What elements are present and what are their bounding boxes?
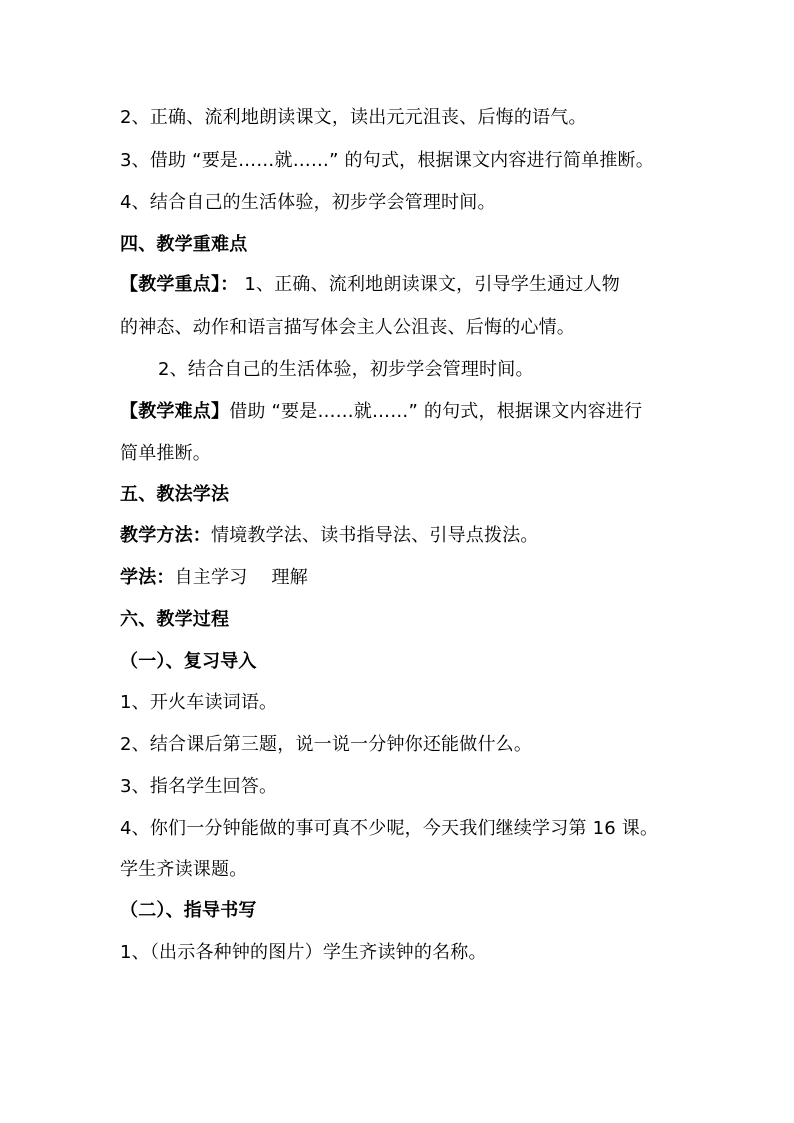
objective-4: 4、结合自己的生活体验，初步学会管理时间。 bbox=[120, 192, 496, 213]
section-heading-methods: 五、教法学法 bbox=[120, 484, 230, 505]
part1-heading: （一）、复习导入 bbox=[120, 651, 257, 672]
part1-item-2: 2、结合课后第三题，说一说一分钟你还能做什么。 bbox=[120, 734, 533, 755]
section-heading-process: 六、教学过程 bbox=[120, 609, 230, 630]
learning-method-line bbox=[120, 567, 308, 589]
key-points-text-line3: 2、结合自己的生活体验，初步学会管理时间。 bbox=[158, 359, 534, 380]
objective-3: 3、借助 “要是……就……” 的句式，根据课文内容进行简单推断。 bbox=[120, 150, 654, 171]
learning-method-text: 自主学习 理解 bbox=[174, 567, 308, 588]
part1-item-1: 1、开火车读词语。 bbox=[120, 692, 278, 713]
difficult-points-text-line1: 借助 “要是……就……” 的句式，根据课文内容进行 bbox=[229, 401, 643, 422]
difficult-points-text-line2: 简单推断。 bbox=[120, 443, 211, 464]
key-points-paragraph bbox=[120, 274, 620, 296]
key-points-text-line1: 1、正确、流利地朗读课文，引导学生通过人物 bbox=[238, 274, 620, 295]
key-points-label: 【教学重点】： bbox=[120, 274, 239, 295]
teaching-method-label: 教学方法： bbox=[120, 525, 211, 546]
part1-item-3: 3、指名学生回答。 bbox=[120, 776, 278, 797]
learning-method-label: 学法： bbox=[120, 567, 175, 588]
part2-item-1: 1、（出示各种钟的图片）学生齐读钟的名称。 bbox=[120, 942, 487, 963]
difficult-points-paragraph bbox=[120, 401, 642, 423]
objective-2: 2、正确、流利地朗读课文，读出元元沮丧、后悔的语气。 bbox=[120, 107, 587, 128]
part2-heading: （二）、指导书写 bbox=[120, 900, 257, 921]
part1-item-4: 4、你们一分钟能做的事可真不少呢，今天我们继续学习第 16 课。 bbox=[120, 818, 659, 839]
key-points-text-line2: 的神态、动作和语言描写体会主人公沮丧、后悔的心情。 bbox=[120, 317, 575, 338]
teaching-method-text: 情境教学法、读书指导法、引导点拨法。 bbox=[211, 525, 539, 546]
section-heading-key-difficult-points: 四、教学重难点 bbox=[120, 234, 248, 255]
teaching-method-line bbox=[120, 525, 539, 547]
part1-item-4-continuation: 学生齐读课题。 bbox=[120, 859, 248, 880]
difficult-points-label: 【教学难点】 bbox=[120, 401, 230, 422]
